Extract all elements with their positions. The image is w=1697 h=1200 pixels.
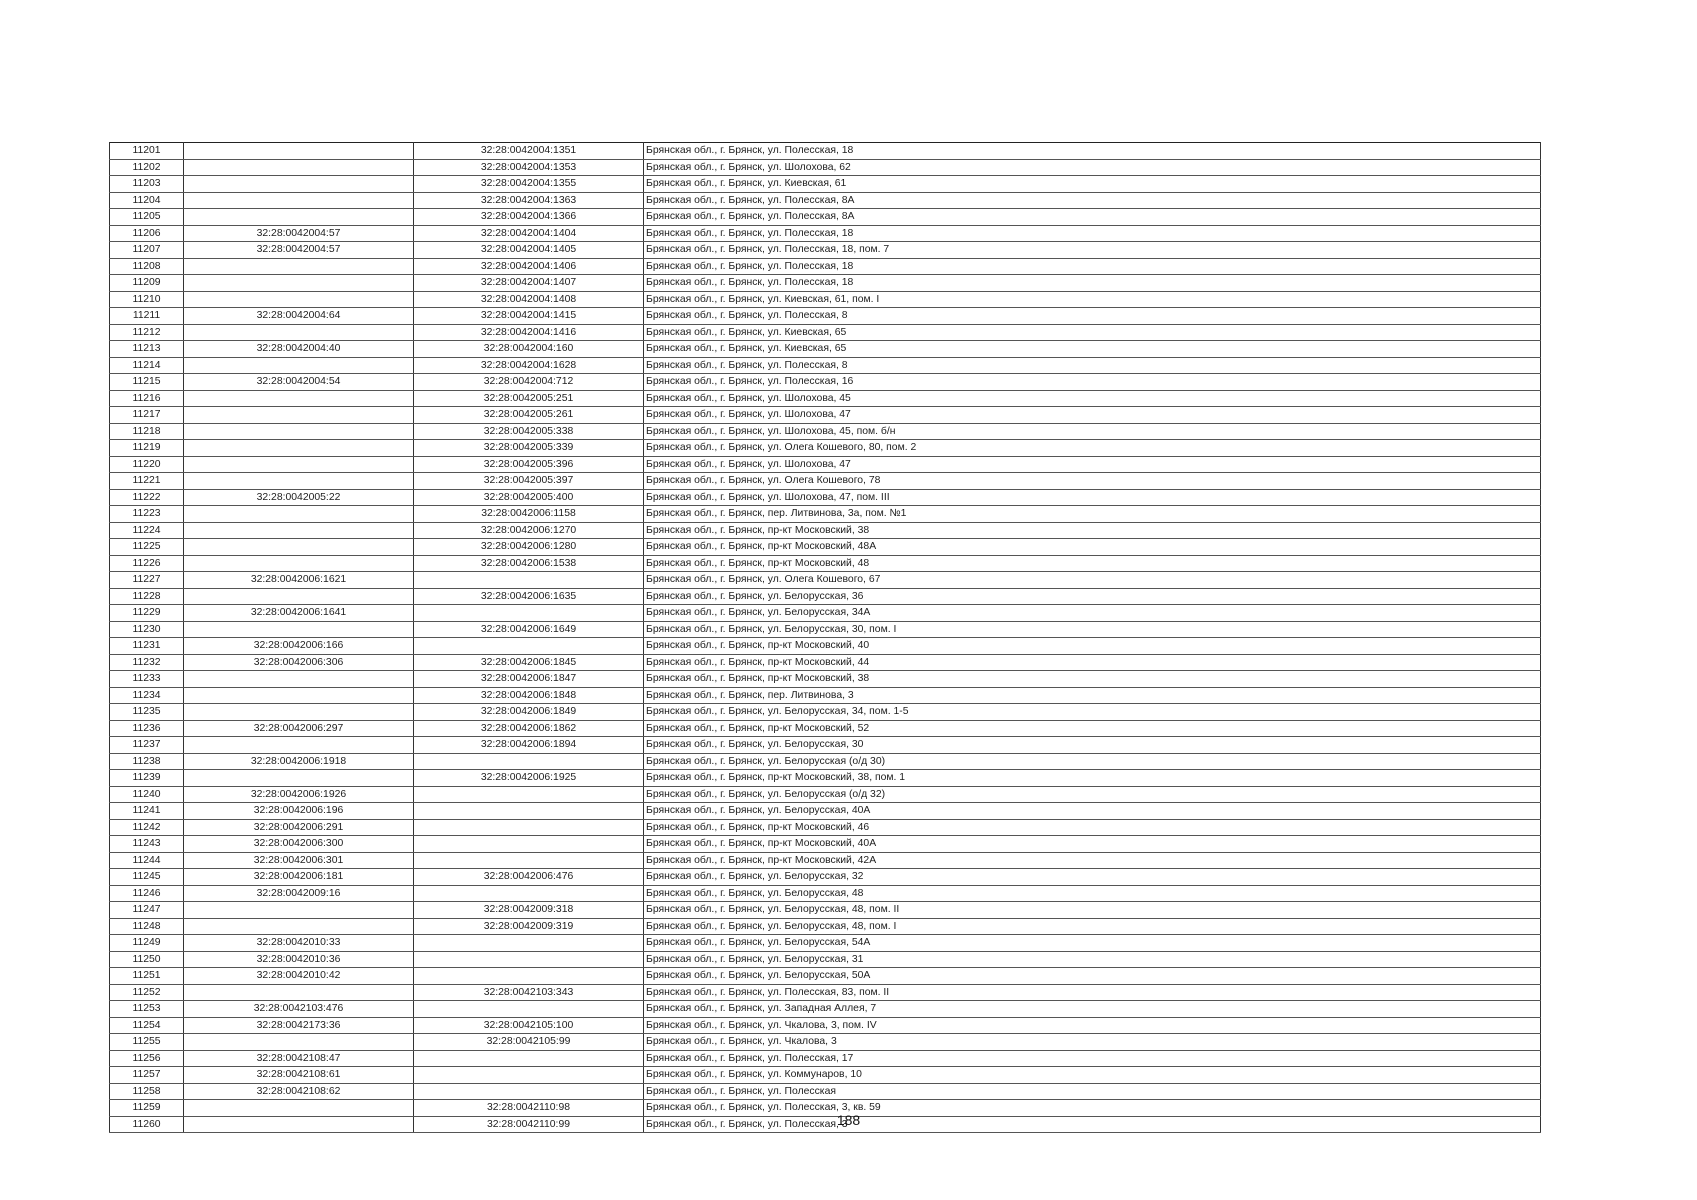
row-number-cell: 11214 <box>110 357 184 374</box>
land-cadastral-number-cell <box>184 770 414 787</box>
object-cadastral-number-cell: 32:28:0042006:1649 <box>414 621 644 638</box>
object-cadastral-number-cell: 32:28:0042006:476 <box>414 869 644 886</box>
land-cadastral-number-cell <box>184 902 414 919</box>
row-number-cell: 11205 <box>110 209 184 226</box>
row-number-cell: 11231 <box>110 638 184 655</box>
row-number-cell: 11228 <box>110 588 184 605</box>
row-number-cell: 11232 <box>110 654 184 671</box>
table-row <box>110 638 1541 655</box>
row-number-cell: 11234 <box>110 687 184 704</box>
object-cadastral-number-cell: 32:28:0042005:338 <box>414 423 644 440</box>
land-cadastral-number-cell <box>184 671 414 688</box>
table-row <box>110 522 1541 539</box>
object-cadastral-number-cell <box>414 605 644 622</box>
land-cadastral-number-cell <box>184 704 414 721</box>
land-cadastral-number-cell <box>184 324 414 341</box>
table-row <box>110 720 1541 737</box>
land-cadastral-number-cell <box>184 423 414 440</box>
object-cadastral-number-cell: 32:28:0042006:1862 <box>414 720 644 737</box>
address-cell: Брянская обл., г. Брянск, ул. Белорусская, 48, пом. II <box>644 902 1541 919</box>
object-cadastral-number-cell: 32:28:0042006:1894 <box>414 737 644 754</box>
table-row <box>110 984 1541 1001</box>
table-row <box>110 242 1541 259</box>
table-row <box>110 440 1541 457</box>
land-cadastral-number-cell <box>184 737 414 754</box>
address-cell: Брянская обл., г. Брянск, ул. Полесская, 18 <box>644 225 1541 242</box>
table-row <box>110 176 1541 193</box>
object-cadastral-number-cell: 32:28:0042004:1408 <box>414 291 644 308</box>
row-number-cell: 11227 <box>110 572 184 589</box>
address-cell: Брянская обл., г. Брянск, ул. Полесская, 8А <box>644 209 1541 226</box>
object-cadastral-number-cell: 32:28:0042005:251 <box>414 390 644 407</box>
address-cell: Брянская обл., г. Брянск, ул. Шолохова, 47, пом. III <box>644 489 1541 506</box>
row-number-cell: 11201 <box>110 143 184 160</box>
address-cell: Брянская обл., г. Брянск, ул. Белорусская, 50А <box>644 968 1541 985</box>
land-cadastral-number-cell: 32:28:0042006:1918 <box>184 753 414 770</box>
row-number-cell: 11225 <box>110 539 184 556</box>
object-cadastral-number-cell <box>414 638 644 655</box>
object-cadastral-number-cell: 32:28:0042006:1158 <box>414 506 644 523</box>
object-cadastral-number-cell <box>414 1001 644 1018</box>
row-number-cell: 11233 <box>110 671 184 688</box>
address-cell: Брянская обл., г. Брянск, ул. Полесская, 18 <box>644 275 1541 292</box>
land-cadastral-number-cell: 32:28:0042173:36 <box>184 1017 414 1034</box>
table-row <box>110 885 1541 902</box>
address-cell: Брянская обл., г. Брянск, ул. Полесская, 3, кв. 59 <box>644 1100 1541 1117</box>
records-table-body <box>110 143 1541 1133</box>
table-row <box>110 687 1541 704</box>
table-row <box>110 803 1541 820</box>
table-row <box>110 968 1541 985</box>
land-cadastral-number-cell <box>184 357 414 374</box>
land-cadastral-number-cell: 32:28:0042006:1621 <box>184 572 414 589</box>
land-cadastral-number-cell <box>184 687 414 704</box>
address-cell: Брянская обл., г. Брянск, пр-кт Московский, 48А <box>644 539 1541 556</box>
row-number-cell: 11206 <box>110 225 184 242</box>
land-cadastral-number-cell: 32:28:0042108:47 <box>184 1050 414 1067</box>
row-number-cell: 11213 <box>110 341 184 358</box>
table-row <box>110 1017 1541 1034</box>
table-row <box>110 390 1541 407</box>
object-cadastral-number-cell <box>414 951 644 968</box>
table-row <box>110 572 1541 589</box>
address-cell: Брянская обл., г. Брянск, ул. Шолохова, 45, пом. б/н <box>644 423 1541 440</box>
table-row <box>110 1050 1541 1067</box>
row-number-cell: 11209 <box>110 275 184 292</box>
object-cadastral-number-cell: 32:28:0042004:1415 <box>414 308 644 325</box>
row-number-cell: 11230 <box>110 621 184 638</box>
address-cell: Брянская обл., г. Брянск, ул. Белорусская, 31 <box>644 951 1541 968</box>
land-cadastral-number-cell: 32:28:0042108:62 <box>184 1083 414 1100</box>
address-cell: Брянская обл., г. Брянск, пр-кт Московский, 38, пом. 1 <box>644 770 1541 787</box>
table-row <box>110 621 1541 638</box>
row-number-cell: 11245 <box>110 869 184 886</box>
address-cell: Брянская обл., г. Брянск, ул. Полесская, 3 <box>644 1116 1541 1133</box>
land-cadastral-number-cell <box>184 621 414 638</box>
address-cell: Брянская обл., г. Брянск, ул. Полесская, 8А <box>644 192 1541 209</box>
address-cell: Брянская обл., г. Брянск, ул. Чкалова, 3 <box>644 1034 1541 1051</box>
land-cadastral-number-cell: 32:28:0042004:57 <box>184 242 414 259</box>
object-cadastral-number-cell <box>414 1067 644 1084</box>
object-cadastral-number-cell: 32:28:0042005:400 <box>414 489 644 506</box>
row-number-cell: 11219 <box>110 440 184 457</box>
row-number-cell: 11217 <box>110 407 184 424</box>
address-cell: Брянская обл., г. Брянск, ул. Белорусская, 36 <box>644 588 1541 605</box>
object-cadastral-number-cell <box>414 803 644 820</box>
table-row <box>110 1034 1541 1051</box>
row-number-cell: 11203 <box>110 176 184 193</box>
address-cell: Брянская обл., г. Брянск, пр-кт Московский, 46 <box>644 819 1541 836</box>
table-row <box>110 555 1541 572</box>
table-row <box>110 852 1541 869</box>
object-cadastral-number-cell: 32:28:0042004:1628 <box>414 357 644 374</box>
address-cell: Брянская обл., г. Брянск, ул. Полесская, 18 <box>644 258 1541 275</box>
address-cell: Брянская обл., г. Брянск, ул. Шолохова, 47 <box>644 407 1541 424</box>
table-row <box>110 654 1541 671</box>
row-number-cell: 11212 <box>110 324 184 341</box>
table-row <box>110 209 1541 226</box>
address-cell: Брянская обл., г. Брянск, ул. Киевская, 65 <box>644 341 1541 358</box>
object-cadastral-number-cell <box>414 885 644 902</box>
object-cadastral-number-cell <box>414 786 644 803</box>
row-number-cell: 11226 <box>110 555 184 572</box>
object-cadastral-number-cell: 32:28:0042103:343 <box>414 984 644 1001</box>
row-number-cell: 11252 <box>110 984 184 1001</box>
address-cell: Брянская обл., г. Брянск, пер. Литвинова, 3 <box>644 687 1541 704</box>
address-cell: Брянская обл., г. Брянск, ул. Западная Аллея, 7 <box>644 1001 1541 1018</box>
table-row <box>110 489 1541 506</box>
page-number: 188 <box>836 1112 861 1128</box>
address-cell: Брянская обл., г. Брянск, ул. Белорусская, 48 <box>644 885 1541 902</box>
row-number-cell: 11239 <box>110 770 184 787</box>
address-cell: Брянская обл., г. Брянск, ул. Полесская <box>644 1083 1541 1100</box>
object-cadastral-number-cell: 32:28:0042004:1363 <box>414 192 644 209</box>
land-cadastral-number-cell: 32:28:0042004:57 <box>184 225 414 242</box>
row-number-cell: 11253 <box>110 1001 184 1018</box>
table-row <box>110 737 1541 754</box>
land-cadastral-number-cell <box>184 176 414 193</box>
object-cadastral-number-cell: 32:28:0042110:99 <box>414 1116 644 1133</box>
row-number-cell: 11240 <box>110 786 184 803</box>
table-row <box>110 192 1541 209</box>
address-cell: Брянская обл., г. Брянск, ул. Полесская, 8 <box>644 308 1541 325</box>
table-row <box>110 324 1541 341</box>
table-row <box>110 275 1541 292</box>
address-cell: Брянская обл., г. Брянск, ул. Белорусская, 40А <box>644 803 1541 820</box>
address-cell: Брянская обл., г. Брянск, пр-кт Московский, 40 <box>644 638 1541 655</box>
object-cadastral-number-cell <box>414 753 644 770</box>
land-cadastral-number-cell: 32:28:0042006:181 <box>184 869 414 886</box>
land-cadastral-number-cell: 32:28:0042004:40 <box>184 341 414 358</box>
row-number-cell: 11224 <box>110 522 184 539</box>
address-cell: Брянская обл., г. Брянск, ул. Олега Кошевого, 80, пом. 2 <box>644 440 1541 457</box>
table-row <box>110 819 1541 836</box>
land-cadastral-number-cell: 32:28:0042108:61 <box>184 1067 414 1084</box>
address-cell: Брянская обл., г. Брянск, ул. Белорусская, 30 <box>644 737 1541 754</box>
table-row <box>110 291 1541 308</box>
land-cadastral-number-cell: 32:28:0042006:301 <box>184 852 414 869</box>
object-cadastral-number-cell: 32:28:0042004:1351 <box>414 143 644 160</box>
object-cadastral-number-cell: 32:28:0042004:1404 <box>414 225 644 242</box>
object-cadastral-number-cell: 32:28:0042004:1405 <box>414 242 644 259</box>
land-cadastral-number-cell: 32:28:0042010:42 <box>184 968 414 985</box>
table-row <box>110 704 1541 721</box>
object-cadastral-number-cell <box>414 935 644 952</box>
land-cadastral-number-cell: 32:28:0042006:306 <box>184 654 414 671</box>
address-cell: Брянская обл., г. Брянск, ул. Шолохова, 62 <box>644 159 1541 176</box>
object-cadastral-number-cell: 32:28:0042004:1353 <box>414 159 644 176</box>
table-row <box>110 473 1541 490</box>
object-cadastral-number-cell: 32:28:0042009:318 <box>414 902 644 919</box>
address-cell: Брянская обл., г. Брянск, ул. Шолохова, 47 <box>644 456 1541 473</box>
land-cadastral-number-cell: 32:28:0042006:1641 <box>184 605 414 622</box>
object-cadastral-number-cell <box>414 819 644 836</box>
object-cadastral-number-cell <box>414 968 644 985</box>
object-cadastral-number-cell <box>414 836 644 853</box>
row-number-cell: 11244 <box>110 852 184 869</box>
row-number-cell: 11215 <box>110 374 184 391</box>
table-row <box>110 506 1541 523</box>
object-cadastral-number-cell: 32:28:0042006:1635 <box>414 588 644 605</box>
records-table <box>109 142 1541 1133</box>
object-cadastral-number-cell: 32:28:0042004:712 <box>414 374 644 391</box>
address-cell: Брянская обл., г. Брянск, ул. Белорусская, 34А <box>644 605 1541 622</box>
land-cadastral-number-cell: 32:28:0042006:166 <box>184 638 414 655</box>
table-row <box>110 143 1541 160</box>
address-cell: Брянская обл., г. Брянск, ул. Белорусская (о/д 32) <box>644 786 1541 803</box>
land-cadastral-number-cell: 32:28:0042004:64 <box>184 308 414 325</box>
row-number-cell: 11202 <box>110 159 184 176</box>
table-row <box>110 753 1541 770</box>
address-cell: Брянская обл., г. Брянск, ул. Киевская, 61, пом. I <box>644 291 1541 308</box>
table-row <box>110 308 1541 325</box>
row-number-cell: 11223 <box>110 506 184 523</box>
object-cadastral-number-cell: 32:28:0042006:1849 <box>414 704 644 721</box>
address-cell: Брянская обл., г. Брянск, пер. Литвинова, 3а, пом. №1 <box>644 506 1541 523</box>
address-cell: Брянская обл., г. Брянск, ул. Полесская, 16 <box>644 374 1541 391</box>
address-cell: Брянская обл., г. Брянск, ул. Белорусская (о/д 30) <box>644 753 1541 770</box>
object-cadastral-number-cell: 32:28:0042005:261 <box>414 407 644 424</box>
table-row <box>110 374 1541 391</box>
row-number-cell: 11247 <box>110 902 184 919</box>
object-cadastral-number-cell <box>414 1083 644 1100</box>
object-cadastral-number-cell: 32:28:0042110:98 <box>414 1100 644 1117</box>
row-number-cell: 11207 <box>110 242 184 259</box>
row-number-cell: 11241 <box>110 803 184 820</box>
row-number-cell: 11251 <box>110 968 184 985</box>
table-row <box>110 456 1541 473</box>
row-number-cell: 11238 <box>110 753 184 770</box>
land-cadastral-number-cell: 32:28:0042010:33 <box>184 935 414 952</box>
object-cadastral-number-cell: 32:28:0042004:160 <box>414 341 644 358</box>
object-cadastral-number-cell: 32:28:0042006:1848 <box>414 687 644 704</box>
land-cadastral-number-cell: 32:28:0042009:16 <box>184 885 414 902</box>
row-number-cell: 11208 <box>110 258 184 275</box>
land-cadastral-number-cell <box>184 390 414 407</box>
object-cadastral-number-cell: 32:28:0042006:1925 <box>414 770 644 787</box>
address-cell: Брянская обл., г. Брянск, ул. Белорусская, 32 <box>644 869 1541 886</box>
object-cadastral-number-cell: 32:28:0042004:1416 <box>414 324 644 341</box>
table-row <box>110 951 1541 968</box>
land-cadastral-number-cell <box>184 506 414 523</box>
table-row <box>110 1083 1541 1100</box>
table-row <box>110 1067 1541 1084</box>
land-cadastral-number-cell <box>184 258 414 275</box>
land-cadastral-number-cell <box>184 440 414 457</box>
address-cell: Брянская обл., г. Брянск, ул. Олега Кошевого, 67 <box>644 572 1541 589</box>
land-cadastral-number-cell <box>184 192 414 209</box>
row-number-cell: 11254 <box>110 1017 184 1034</box>
land-cadastral-number-cell: 32:28:0042010:36 <box>184 951 414 968</box>
row-number-cell: 11243 <box>110 836 184 853</box>
address-cell: Брянская обл., г. Брянск, ул. Полесская, 83, пом. II <box>644 984 1541 1001</box>
land-cadastral-number-cell: 32:28:0042005:22 <box>184 489 414 506</box>
land-cadastral-number-cell <box>184 1034 414 1051</box>
land-cadastral-number-cell <box>184 539 414 556</box>
object-cadastral-number-cell <box>414 572 644 589</box>
table-row <box>110 341 1541 358</box>
address-cell: Брянская обл., г. Брянск, пр-кт Московский, 48 <box>644 555 1541 572</box>
table-row <box>110 357 1541 374</box>
land-cadastral-number-cell: 32:28:0042006:1926 <box>184 786 414 803</box>
table-row <box>110 836 1541 853</box>
land-cadastral-number-cell <box>184 555 414 572</box>
row-number-cell: 11222 <box>110 489 184 506</box>
table-row <box>110 258 1541 275</box>
row-number-cell: 11237 <box>110 737 184 754</box>
land-cadastral-number-cell <box>184 522 414 539</box>
table-row <box>110 159 1541 176</box>
land-cadastral-number-cell <box>184 159 414 176</box>
row-number-cell: 11257 <box>110 1067 184 1084</box>
row-number-cell: 11242 <box>110 819 184 836</box>
land-cadastral-number-cell <box>184 143 414 160</box>
row-number-cell: 11221 <box>110 473 184 490</box>
address-cell: Брянская обл., г. Брянск, ул. Белорусская, 30, пом. I <box>644 621 1541 638</box>
row-number-cell: 11249 <box>110 935 184 952</box>
table-row <box>110 869 1541 886</box>
table-row <box>110 588 1541 605</box>
table-row <box>110 605 1541 622</box>
object-cadastral-number-cell: 32:28:0042006:1270 <box>414 522 644 539</box>
address-cell: Брянская обл., г. Брянск, ул. Полесская, 18, пом. 7 <box>644 242 1541 259</box>
address-cell: Брянская обл., г. Брянск, пр-кт Московский, 38 <box>644 522 1541 539</box>
address-cell: Брянская обл., г. Брянск, пр-кт Московский, 40А <box>644 836 1541 853</box>
address-cell: Брянская обл., г. Брянск, ул. Белорусская, 48, пом. I <box>644 918 1541 935</box>
table-row <box>110 918 1541 935</box>
table-row <box>110 671 1541 688</box>
address-cell: Брянская обл., г. Брянск, ул. Белорусская, 54А <box>644 935 1541 952</box>
row-number-cell: 11229 <box>110 605 184 622</box>
row-number-cell: 11250 <box>110 951 184 968</box>
table-row <box>110 935 1541 952</box>
row-number-cell: 11258 <box>110 1083 184 1100</box>
table-row <box>110 902 1541 919</box>
object-cadastral-number-cell: 32:28:0042004:1407 <box>414 275 644 292</box>
address-cell: Брянская обл., г. Брянск, пр-кт Московский, 38 <box>644 671 1541 688</box>
row-number-cell: 11259 <box>110 1100 184 1117</box>
object-cadastral-number-cell <box>414 852 644 869</box>
table-row <box>110 770 1541 787</box>
address-cell: Брянская обл., г. Брянск, ул. Шолохова, 45 <box>644 390 1541 407</box>
object-cadastral-number-cell: 32:28:0042004:1406 <box>414 258 644 275</box>
land-cadastral-number-cell: 32:28:0042006:297 <box>184 720 414 737</box>
row-number-cell: 11248 <box>110 918 184 935</box>
table-row <box>110 1001 1541 1018</box>
row-number-cell: 11204 <box>110 192 184 209</box>
object-cadastral-number-cell: 32:28:0042005:339 <box>414 440 644 457</box>
row-number-cell: 11220 <box>110 456 184 473</box>
object-cadastral-number-cell: 32:28:0042004:1355 <box>414 176 644 193</box>
land-cadastral-number-cell <box>184 407 414 424</box>
table-row <box>110 225 1541 242</box>
row-number-cell: 11260 <box>110 1116 184 1133</box>
object-cadastral-number-cell: 32:28:0042006:1538 <box>414 555 644 572</box>
row-number-cell: 11216 <box>110 390 184 407</box>
land-cadastral-number-cell: 32:28:0042004:54 <box>184 374 414 391</box>
land-cadastral-number-cell <box>184 984 414 1001</box>
row-number-cell: 11256 <box>110 1050 184 1067</box>
object-cadastral-number-cell: 32:28:0042004:1366 <box>414 209 644 226</box>
land-cadastral-number-cell <box>184 456 414 473</box>
address-cell: Брянская обл., г. Брянск, ул. Полесская, 18 <box>644 143 1541 160</box>
object-cadastral-number-cell <box>414 1050 644 1067</box>
row-number-cell: 11211 <box>110 308 184 325</box>
address-cell: Брянская обл., г. Брянск, ул. Коммунаров, 10 <box>644 1067 1541 1084</box>
address-cell: Брянская обл., г. Брянск, ул. Белорусская, 34, пом. 1-5 <box>644 704 1541 721</box>
table-row <box>110 407 1541 424</box>
land-cadastral-number-cell: 32:28:0042103:476 <box>184 1001 414 1018</box>
land-cadastral-number-cell <box>184 588 414 605</box>
address-cell: Брянская обл., г. Брянск, ул. Полесская, 8 <box>644 357 1541 374</box>
address-cell: Брянская обл., г. Брянск, ул. Киевская, 65 <box>644 324 1541 341</box>
land-cadastral-number-cell <box>184 209 414 226</box>
row-number-cell: 11235 <box>110 704 184 721</box>
object-cadastral-number-cell: 32:28:0042005:396 <box>414 456 644 473</box>
address-cell: Брянская обл., г. Брянск, ул. Чкалова, 3, пом. IV <box>644 1017 1541 1034</box>
row-number-cell: 11218 <box>110 423 184 440</box>
table-row <box>110 786 1541 803</box>
land-cadastral-number-cell <box>184 473 414 490</box>
table-row <box>110 539 1541 556</box>
address-cell: Брянская обл., г. Брянск, пр-кт Московский, 44 <box>644 654 1541 671</box>
land-cadastral-number-cell: 32:28:0042006:196 <box>184 803 414 820</box>
row-number-cell: 11246 <box>110 885 184 902</box>
object-cadastral-number-cell: 32:28:0042105:100 <box>414 1017 644 1034</box>
object-cadastral-number-cell: 32:28:0042006:1847 <box>414 671 644 688</box>
address-cell: Брянская обл., г. Брянск, ул. Киевская, 61 <box>644 176 1541 193</box>
address-cell: Брянская обл., г. Брянск, ул. Олега Кошевого, 78 <box>644 473 1541 490</box>
land-cadastral-number-cell: 32:28:0042006:300 <box>184 836 414 853</box>
land-cadastral-number-cell: 32:28:0042006:291 <box>184 819 414 836</box>
row-number-cell: 11210 <box>110 291 184 308</box>
row-number-cell: 11255 <box>110 1034 184 1051</box>
table-row <box>110 423 1541 440</box>
object-cadastral-number-cell: 32:28:0042005:397 <box>414 473 644 490</box>
row-number-cell: 11236 <box>110 720 184 737</box>
address-cell: Брянская обл., г. Брянск, пр-кт Московский, 42А <box>644 852 1541 869</box>
address-cell: Брянская обл., г. Брянск, ул. Полесская, 17 <box>644 1050 1541 1067</box>
object-cadastral-number-cell: 32:28:0042006:1845 <box>414 654 644 671</box>
object-cadastral-number-cell: 32:28:0042009:319 <box>414 918 644 935</box>
land-cadastral-number-cell <box>184 918 414 935</box>
object-cadastral-number-cell: 32:28:0042006:1280 <box>414 539 644 556</box>
address-cell: Брянская обл., г. Брянск, пр-кт Московский, 52 <box>644 720 1541 737</box>
object-cadastral-number-cell: 32:28:0042105:99 <box>414 1034 644 1051</box>
land-cadastral-number-cell <box>184 291 414 308</box>
land-cadastral-number-cell <box>184 275 414 292</box>
